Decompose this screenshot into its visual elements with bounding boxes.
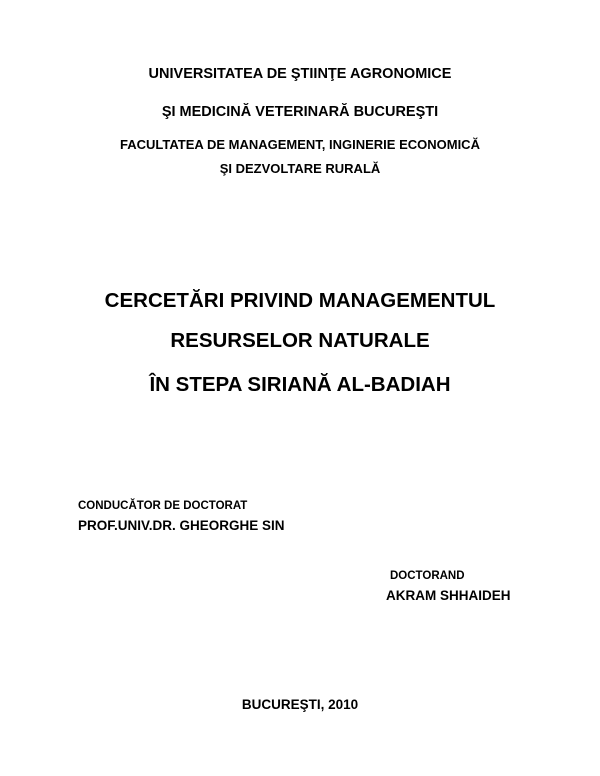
supervisor-name: PROF.UNIV.DR. GHEORGHE SIN [78,518,285,533]
supervisor-label: CONDUCĂTOR DE DOCTORAT [78,500,248,512]
candidate-label: DOCTORAND [390,570,465,582]
faculty-name-line-2: ŞI DEZVOLTARE RURALĂ [219,161,381,176]
candidate-name: AKRAM SHHAIDEH [386,588,511,603]
university-name-line-2: ŞI MEDICINĂ VETERINARĂ BUCUREŞTI [161,104,439,120]
thesis-title-line-1: CERCETĂRI PRIVIND MANAGEMENTUL [104,289,496,312]
faculty-name-line-1: FACULTATEA DE MANAGEMENT, INGINERIE ECONOMICĂ [120,137,480,152]
place-and-year: BUCUREŞTI, 2010 [241,697,359,712]
thesis-title-line-2: RESURSELOR NATURALE [170,329,430,352]
university-name-line-1: UNIVERSITATEA DE ŞTIINŢE AGRONOMICE [148,66,452,82]
thesis-title-line-3: ÎN STEPA SIRIANĂ AL-BADIAH [149,373,451,396]
